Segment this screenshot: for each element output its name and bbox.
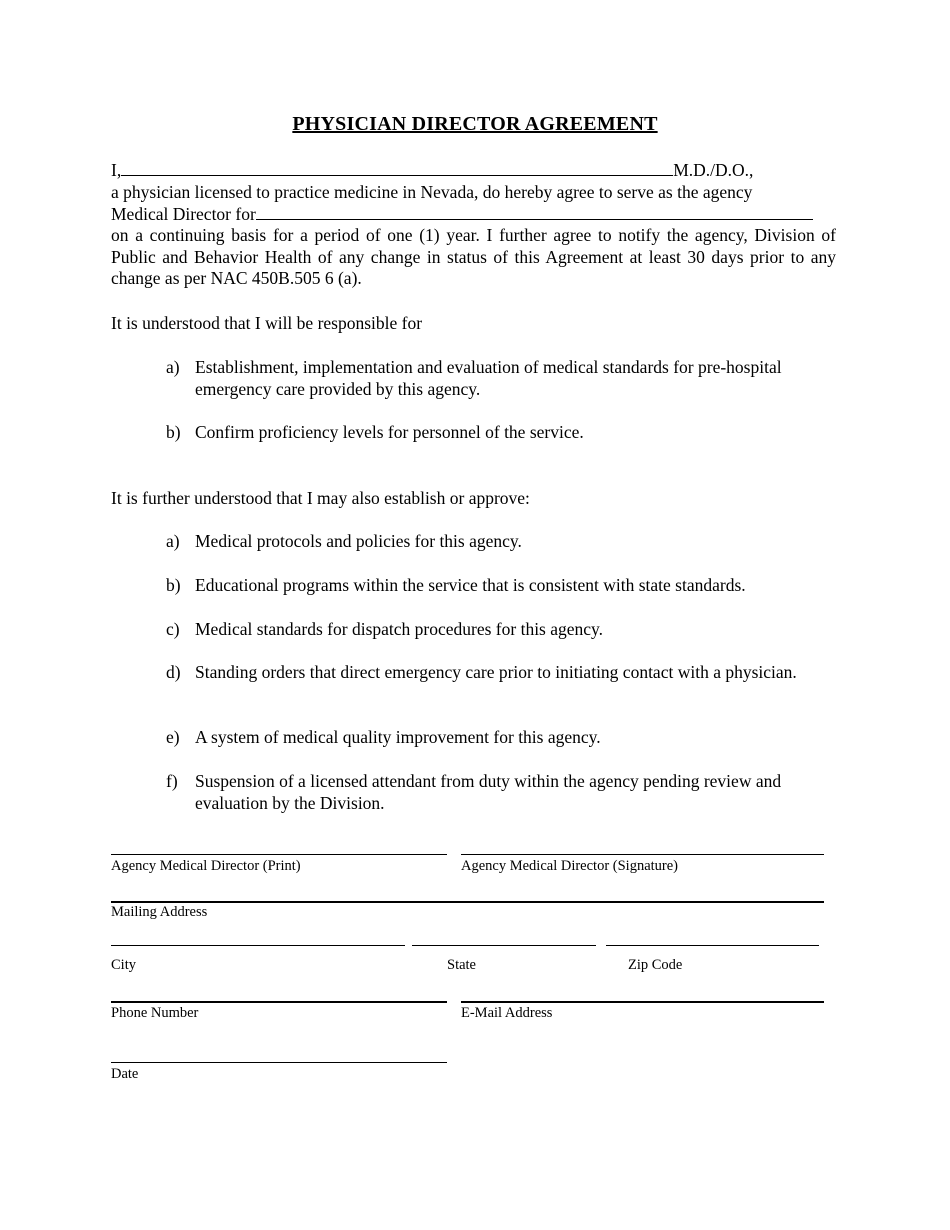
list-item bbox=[166, 356, 816, 400]
responsible-heading: It is understood that I will be responsible for bbox=[111, 313, 423, 333]
medical-director-for-label: Medical Director for bbox=[111, 204, 256, 224]
list-item bbox=[166, 530, 816, 552]
list-item bbox=[166, 574, 846, 596]
print-name-label: Agency Medical Director (Print) bbox=[111, 858, 301, 874]
list-item-text: Standing orders that direct emergency care prior to initiating contact with a physician. bbox=[195, 662, 797, 682]
agency-name-field[interactable] bbox=[256, 203, 813, 220]
intro-suffix: M.D./D.O., bbox=[673, 160, 754, 180]
state-line[interactable] bbox=[412, 945, 596, 946]
print-name-line[interactable] bbox=[111, 854, 447, 855]
email-line[interactable] bbox=[461, 1001, 824, 1003]
city-line[interactable] bbox=[111, 945, 405, 946]
list-item-text: A system of medical quality improvement for this agency. bbox=[195, 727, 601, 747]
list-marker: b) bbox=[166, 422, 181, 442]
date-line[interactable] bbox=[111, 1062, 447, 1063]
page-title: PHYSICIAN DIRECTOR AGREEMENT bbox=[292, 113, 658, 135]
intro-line-1 bbox=[111, 159, 753, 181]
list-marker: a) bbox=[166, 357, 180, 377]
list-marker: f) bbox=[166, 771, 178, 791]
signature-label: Agency Medical Director (Signature) bbox=[461, 858, 679, 874]
mailing-address-label: Mailing Address bbox=[111, 904, 208, 920]
list-item bbox=[166, 661, 816, 683]
state-label: State bbox=[447, 957, 476, 973]
intro-line-2: a physician licensed to practice medicine in Nevada, do hereby agree to serve as the agency bbox=[111, 182, 753, 202]
list-item-text: Medical standards for dispatch procedures for this agency. bbox=[195, 619, 604, 639]
list-item-text: Suspension of a licensed attendant from duty within the agency pending review and evaluation by the Division. bbox=[195, 771, 782, 813]
city-label: City bbox=[111, 957, 136, 973]
intro-body: on a continuing basis for a period of one (1) year. I further agree to notify the agency, Division of Public and Behavior Health of any change in status of this Agreement at least 30 days prior to any change as per NAC 450B.505 6 (a). bbox=[111, 225, 836, 288]
mailing-address-line[interactable] bbox=[111, 901, 824, 903]
zip-label: Zip Code bbox=[628, 957, 683, 973]
approve-heading: It is further understood that I may also establish or approve: bbox=[111, 488, 530, 508]
intro-prefix: I, bbox=[111, 160, 122, 180]
list-item bbox=[166, 726, 816, 748]
intro-line-3 bbox=[111, 203, 813, 225]
phone-line[interactable] bbox=[111, 1001, 447, 1003]
phone-label: Phone Number bbox=[111, 1005, 199, 1021]
physician-name-field[interactable] bbox=[121, 159, 673, 176]
list-marker: e) bbox=[166, 727, 180, 747]
list-item bbox=[166, 770, 786, 814]
list-marker: d) bbox=[166, 662, 181, 682]
signature-line[interactable] bbox=[461, 854, 824, 855]
list-marker: b) bbox=[166, 575, 181, 595]
list-item-text: Establishment, implementation and evaluation of medical standards for pre-hospital emergency care provided by this agency. bbox=[195, 357, 782, 399]
date-label: Date bbox=[111, 1066, 139, 1082]
list-item-text: Medical protocols and policies for this agency. bbox=[195, 531, 522, 551]
list-item bbox=[166, 618, 816, 640]
email-label: E-Mail Address bbox=[461, 1005, 553, 1021]
list-item bbox=[166, 421, 816, 443]
zip-line[interactable] bbox=[606, 945, 819, 946]
list-marker: a) bbox=[166, 531, 180, 551]
list-marker: c) bbox=[166, 619, 180, 639]
list-item-text: Educational programs within the service that is consistent with state standards. bbox=[195, 575, 746, 595]
list-item-text: Confirm proficiency levels for personnel of the service. bbox=[195, 422, 584, 442]
